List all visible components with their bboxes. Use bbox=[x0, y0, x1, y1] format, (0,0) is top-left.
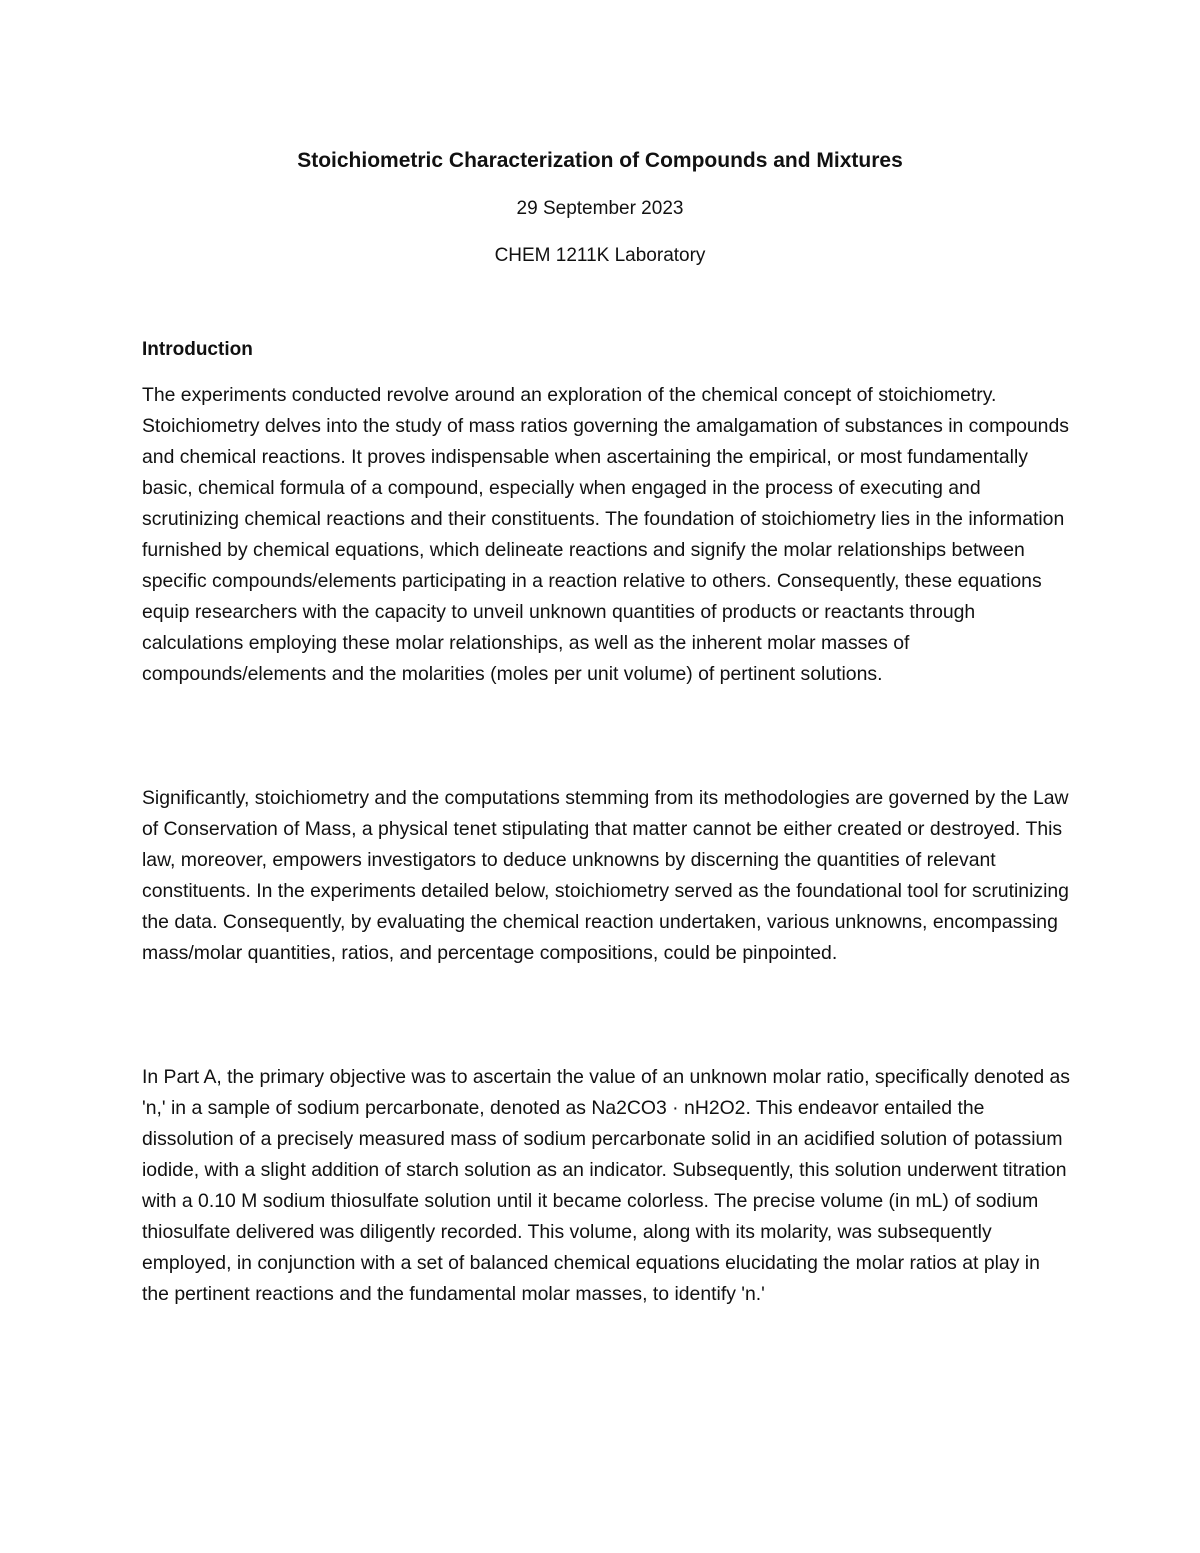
paragraph: Significantly, stoichiometry and the computations stemming from its methodologies are governed by the Law of Conservation of Mass, a physical tenet stipulating that matter cannot be either created or destroyed. This law, moreover, empowers investigators to deduce unknowns by discerning the quantities of relevant constituents. In the experiments detailed below, stoichiometry served as the foundational tool for scrutinizing the data. Consequently, by evaluating the chemical reaction undertaken, various unknowns, encompassing mass/molar quantities, ratios, and percentage compositions, could be pinpointed. bbox=[142, 787, 1069, 964]
paragraph: The experiments conducted revolve around an exploration of the chemical concept of stoichiometry. Stoichiometry delves into the study of mass ratios governing the amalgamation of substances in compounds and chemical reactions. It proves indispensable when ascertaining the empirical, or most fundamentally basic, chemical formula of a compound, especially when engaged in the process of executing and scrutinizing chemical reactions and their constituents. The foundation of stoichiometry lies in the information furnished by chemical equations, which delineate reactions and signify the molar relationships between specific compounds/elements participating in a reaction relative to others. Consequently, these equations equip researchers with the capacity to unveil unknown quantities of products or reactants through calculations employing these molar relationships, as well as the inherent molar masses of compounds/elements and the molarities (moles per unit volume) of pertinent solutions. bbox=[142, 384, 1069, 685]
section-heading-introduction: Introduction bbox=[142, 339, 253, 360]
document-date: 29 September 2023 bbox=[516, 198, 684, 219]
paragraph: In Part A, the primary objective was to ascertain the value of an unknown molar ratio, specifically denoted as 'n,' in a sample of sodium percarbonate, denoted as Na2CO3 · nH2O2. This endeavor entailed the dissolution of a precisely measured mass of sodium percarbonate solid in an acidified solution of potassium iodide, with a slight addition of starch solution as an indicator. Subsequently, this solution underwent titration with a 0.10 M sodium thiosulfate solution until it became colorless. The precise volume (in mL) of sodium thiosulfate delivered was diligently recorded. This volume, along with its molarity, was subsequently employed, in conjunction with a set of balanced chemical equations elucidating the molar ratios at play in the pertinent reactions and the fundamental molar masses, to identify 'n.' bbox=[142, 1066, 1071, 1305]
course-name: CHEM 1211K Laboratory bbox=[494, 245, 706, 266]
document-title: Stoichiometric Characterization of Compounds and Mixtures bbox=[297, 149, 903, 172]
